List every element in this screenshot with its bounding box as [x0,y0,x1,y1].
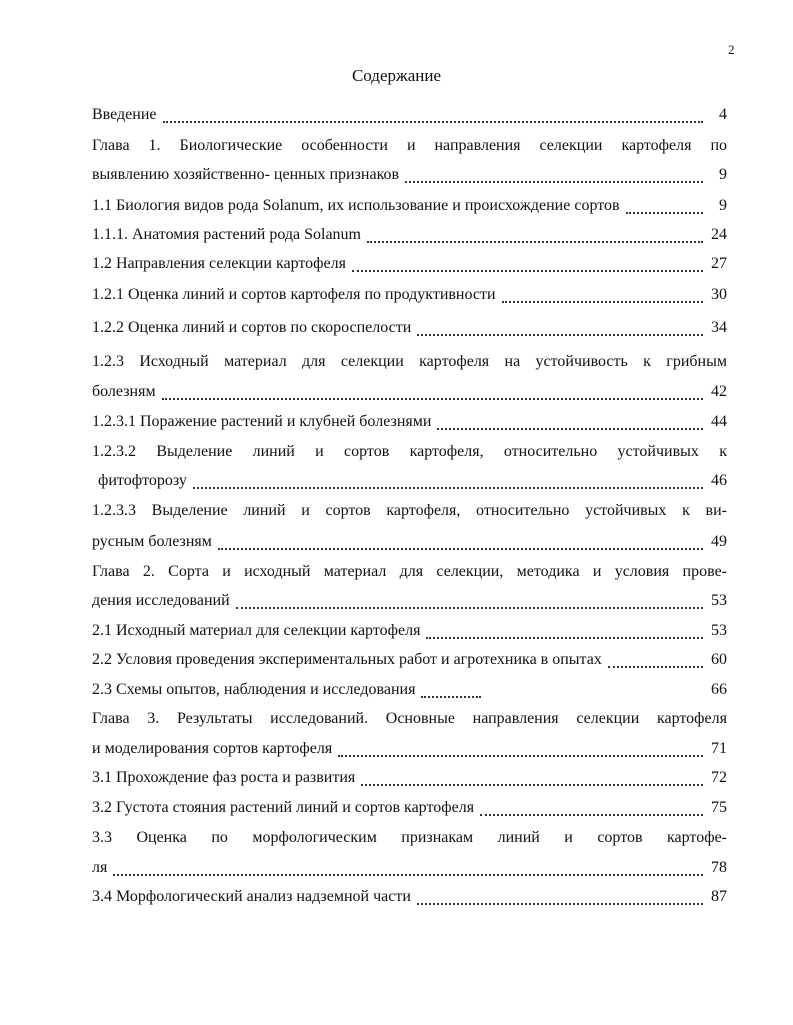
toc-entry [92,282,727,308]
toc-entry [92,315,727,341]
toc-entry [92,588,727,614]
toc-entry-label: русным болезням [92,533,212,550]
toc-entry: Глава 2. Сорта и исходный материал для селекции, методика и условия прове- [92,563,727,580]
page-title: Содержание [351,66,442,85]
toc-page-number: 72 [711,769,727,786]
toc-page-number: 4 [719,106,727,123]
toc-entry [92,618,727,644]
toc-entry [92,379,727,405]
toc-entry-label: 2.1 Исходный материал для селекции картофеля [92,622,421,639]
toc-page-number: 34 [711,319,727,336]
toc-entry [92,251,727,277]
dot-leader [405,162,703,183]
toc-page-number: 44 [711,413,727,430]
toc-page-number: 71 [711,740,727,757]
dot-leader [338,736,703,757]
toc-page-number: 30 [711,286,727,303]
toc-entry-label: 3.1 Прохождение фаз роста и развития [92,769,356,786]
toc-entry-label: 1.2.2 Оценка линий и сортов по скороспелости [92,319,412,336]
toc-page-number: 49 [711,533,727,550]
toc-entry-label: и моделирования сортов картофеля [92,740,333,757]
toc-page-number: 66 [711,681,727,698]
toc-entry [92,855,727,881]
toc-entry [92,736,727,762]
toc-entry [92,677,727,703]
toc-entry-label: дения исследований [92,592,230,609]
toc-entry-label: Введение [92,106,157,123]
toc-page-number: 46 [711,472,727,489]
toc-entry: 1.2.3 Исходный материал для селекции картофеля на устойчивость к грибным [92,353,727,370]
toc-page-number: 42 [711,383,727,400]
toc-page-number: 9 [719,197,727,214]
toc-entry [92,765,727,791]
dot-leader [608,647,703,668]
toc-entry-label: выявлению хозяйственно- ценных признаков [92,166,400,183]
dot-leader [426,618,703,639]
page-number: 2 [728,42,735,57]
toc-entry-label: 1.2 Направления селекции картофеля [92,255,346,272]
toc-entry-label: 1.2.1 Оценка линий и сортов картофеля по продуктивности [92,286,496,303]
toc-entry [92,647,727,673]
toc-entry-label: 1.1 Биология видов рода Solanum, их использование и происхождение сортов [92,197,620,214]
dot-leader [480,795,703,816]
dot-leader [437,409,703,430]
dot-leader [352,251,703,272]
toc-page-number: 24 [711,226,727,243]
dot-leader [417,315,703,336]
toc-entry-label: 3.2 Густота стояния растений линий и сортов картофеля [92,799,475,816]
toc-entry [92,193,727,219]
toc-entry-label: болезням [92,383,156,400]
dot-leader [236,588,703,609]
toc-entry-label: 2.3 Схемы опытов, наблюдения и исследования [92,681,416,698]
toc-entry: 1.2.3.3 Выделение линий и сортов картофеля, относительно устойчивых к ви- [92,502,727,519]
toc-entry [92,162,727,188]
toc-entry-label: 1.1.1. Анатомия растений рода Solanum [92,226,361,243]
dot-leader [218,529,703,550]
toc-page-number: 78 [711,859,727,876]
toc-entry [92,102,727,128]
dot-leader [113,855,703,876]
toc-page-number: 53 [711,622,727,639]
toc-entry [92,409,727,435]
toc-page-number: 27 [711,255,727,272]
toc-entry [92,795,727,821]
dot-leader [417,884,703,905]
dot-leader [162,379,703,400]
toc-entry-label: 3.4 Морфологический анализ надземной части [92,888,411,905]
toc-entry [92,884,727,910]
toc-page-number: 53 [711,592,727,609]
dot-leader [502,282,703,303]
dot-leader [367,222,703,243]
toc-entry: Глава 1. Биологические особенности и направления селекции картофеля по [92,137,727,154]
toc-entry-label: ля [92,859,108,876]
toc-entry-label: 1.2.3.1 Поражение растений и клубней болезнями [92,413,432,430]
toc-entry [92,222,727,248]
toc-page-number: 87 [711,888,727,905]
dot-leader [193,468,703,489]
toc-entry-label: фитофторозу [98,472,187,489]
toc-entry: 3.3 Оценка по морфологическим признакам линий и сортов картофе- [92,829,727,846]
toc-entry: Глава 3. Результаты исследований. Основные направления селекции картофеля [92,710,727,727]
dot-leader [361,765,703,786]
toc-entry [92,529,727,555]
dot-leader [421,677,481,698]
toc-page-number: 9 [719,166,727,183]
toc-entry [92,468,727,494]
toc-page-number: 60 [711,651,727,668]
toc-entry-label: 2.2 Условия проведения экспериментальных работ и агротехника в опытах [92,651,602,668]
dot-leader [626,193,703,214]
toc-entry: 1.2.3.2 Выделение линий и сортов картофеля, относительно устойчивых к [92,443,727,460]
toc-page-number: 75 [711,799,727,816]
dot-leader [163,102,704,123]
